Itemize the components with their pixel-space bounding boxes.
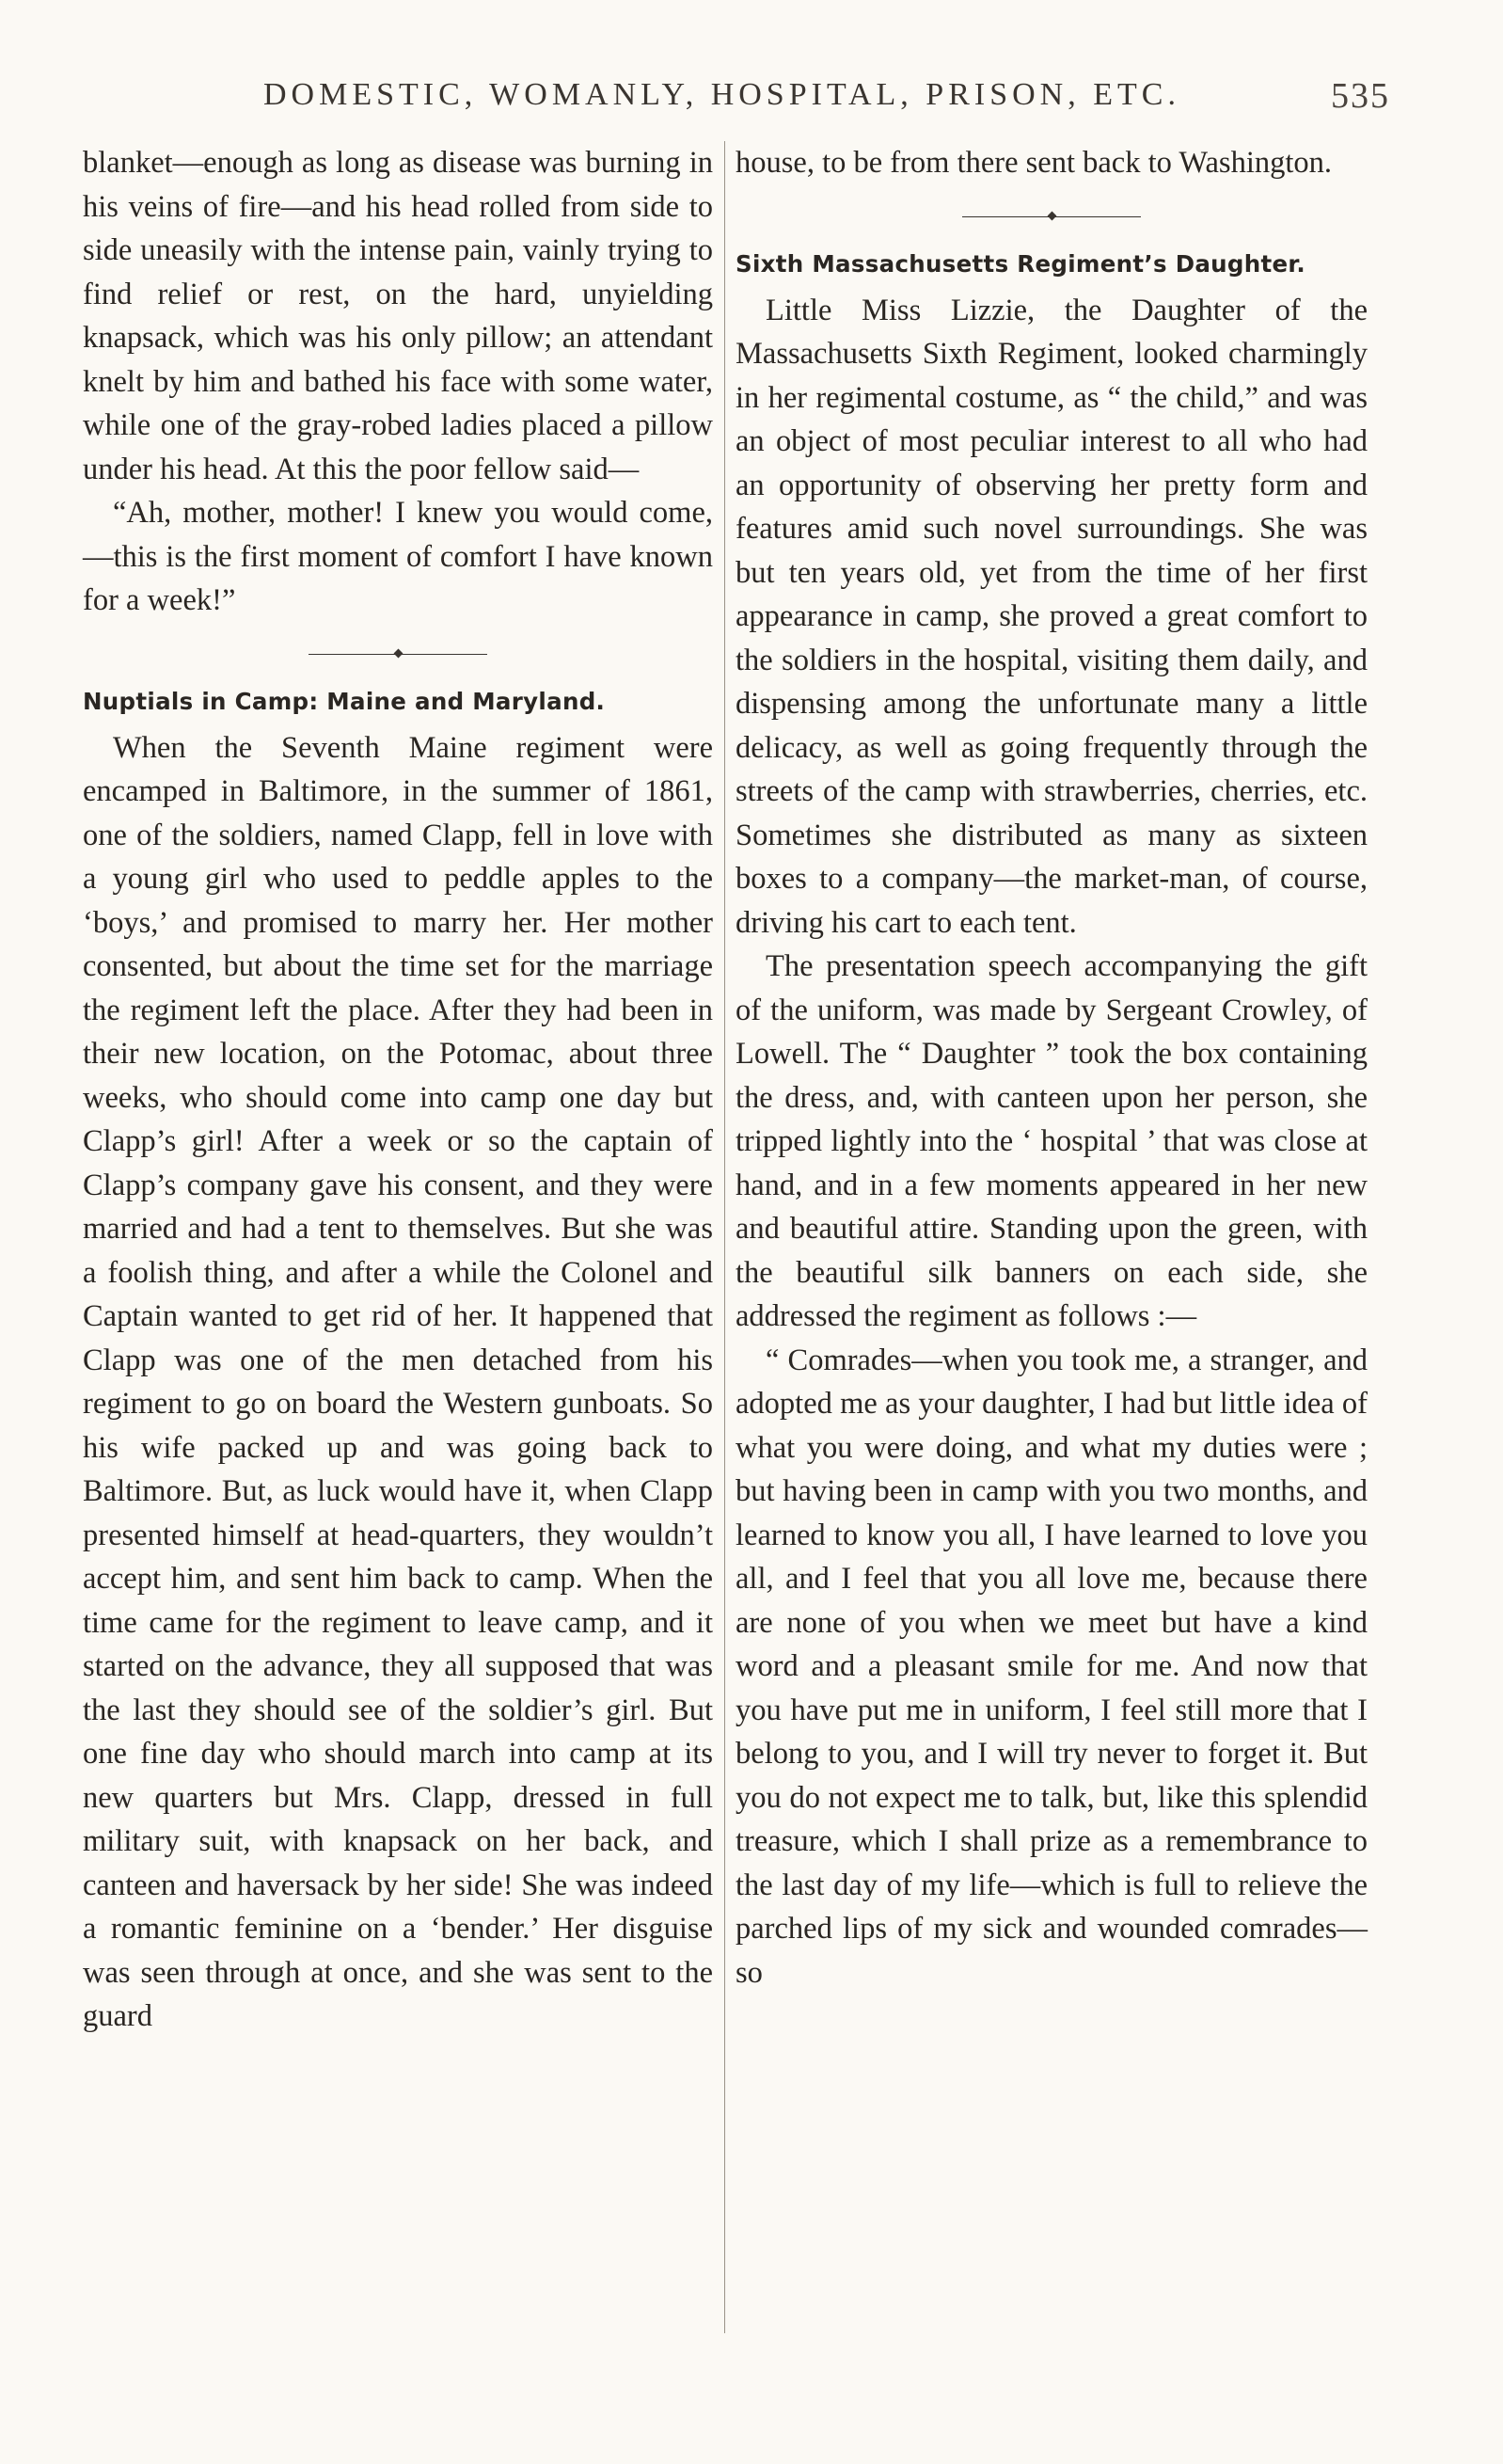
right-paragraph-2: Little Miss Lizzie, the Daughter of the Massachusetts Sixth Regiment, looked charmingly in her regimental costume, as “ the child,” and was an object of most peculiar interest to all who had an opportunity of observing her pretty form and features amid such novel surroundings. She was but ten years old, yet from the time of her first appearance in camp, she proved a great comfort to the soldiers in the hospital, visiting them daily, and dispensing among the unfortunate many a little delicacy, as well as going frequently through the streets of the camp with strawberries, cherries, etc. Sometimes she distributed as many as sixteen boxes to a company—the market-man, of course, driving his cart to each tent.: [736, 293, 1368, 940]
section-separator: [83, 630, 713, 677]
running-head: DOMESTIC, WOMANLY, HOSPITAL, PRISON, ETC.: [263, 77, 1180, 112]
page-header: [75, 77, 1390, 124]
section-heading-nuptials: Nuptials in Camp: Maine and Maryland.: [83, 687, 606, 715]
right-paragraph-1: house, to be from there sent back to Washington.: [736, 146, 1333, 180]
page-number: 535: [1331, 76, 1390, 116]
section-heading-daughter: Sixth Massachusetts Regiment’s Daughter.: [736, 249, 1305, 278]
right-paragraph-4: “ Comrades—when you took me, a stranger, and adopted me as your daughter, I had but little idea of what you were doing, and what my duties were ; but having been in camp with you two months, and learned to know you all, I have learned to love you all, and I feel that you all love me, because there are none of you when we meet but have a kind word and a pleasant smile for me. And now that you have put me in uniform, I feel still more that I belong to you, and I will try never to forget it. But you do not expect me to talk, but, like this splendid treasure, which I shall prize as a remembrance to the last day of my life—which is full to relieve the parched lips of my sick and wounded comrades—so: [736, 1343, 1368, 1990]
right-column: [736, 141, 1368, 1995]
left-paragraph-2: “Ah, mother, mother! I knew you would come,—this is the first moment of comfort I have known for a week!”: [83, 496, 713, 617]
separator-diamond-icon: [394, 648, 403, 658]
left-column: [83, 141, 713, 2039]
column-rule: [724, 141, 725, 2333]
left-paragraph-3: When the Seventh Maine regiment were encamped in Baltimore, in the summer of 1861, one of the soldiers, named Clapp, fell in love with a young girl who used to peddle apples to the ‘boys,’ and promised to marry her. Her mother consented, but about the time set for the marriage the regiment left the place. After they had been in their new location, on the Potomac, about three weeks, who should come into camp one day but Clapp’s girl! After a week or so the captain of Clapp’s company gave his consent, and they were married and had a tent to themselves. But she was a foolish thing, and after a while the Colonel and Captain wanted to get rid of her. It happened that Clapp was one of the men detached from his regiment to go on board the Western gunboats. So his wife packed up and was going back to Baltimore. But, as luck would have it, when Clapp presented himself at head-quarters, they wouldn’t accept him, and sent him back to camp. When the time came for the regiment to leave camp, and it started on the advance, they all supposed that was the last they should see of the soldier’s girl. But one fine day who should march into camp at its new quarters but Mrs. Clapp, dressed in full military suit, with knapsack on her back, and canteen and haversack by her side! She was indeed a romantic feminine on a ‘bender.’ Her disguise was seen through at once, and she was sent to the guard: [83, 730, 713, 2033]
separator-diamond-icon: [1048, 211, 1057, 220]
left-paragraph-1: blanket—enough as long as disease was burning in his veins of fire—and his head rolled from side to side uneasily with the intense pain, vainly trying to find relief or rest, on the hard, unyielding knapsack, which was his only pillow; an attendant knelt by him and bathed his face with some water, while one of the gray-robed ladies placed a pillow under his head. At this the poor fellow said—: [83, 146, 713, 486]
right-paragraph-3: The presentation speech accompanying the gift of the uniform, was made by Sergeant Crowley, of Lowell. The “ Daughter ” took the box containing the dress, and, with canteen upon her person, she tripped lightly into the ‘ hospital ’ that was close at hand, and in a few moments appeared in her new and beautiful attire. Standing upon the green, with the beautiful silk banners on each side, she addressed the regiment as follows :—: [736, 949, 1368, 1333]
section-separator: [736, 193, 1368, 240]
